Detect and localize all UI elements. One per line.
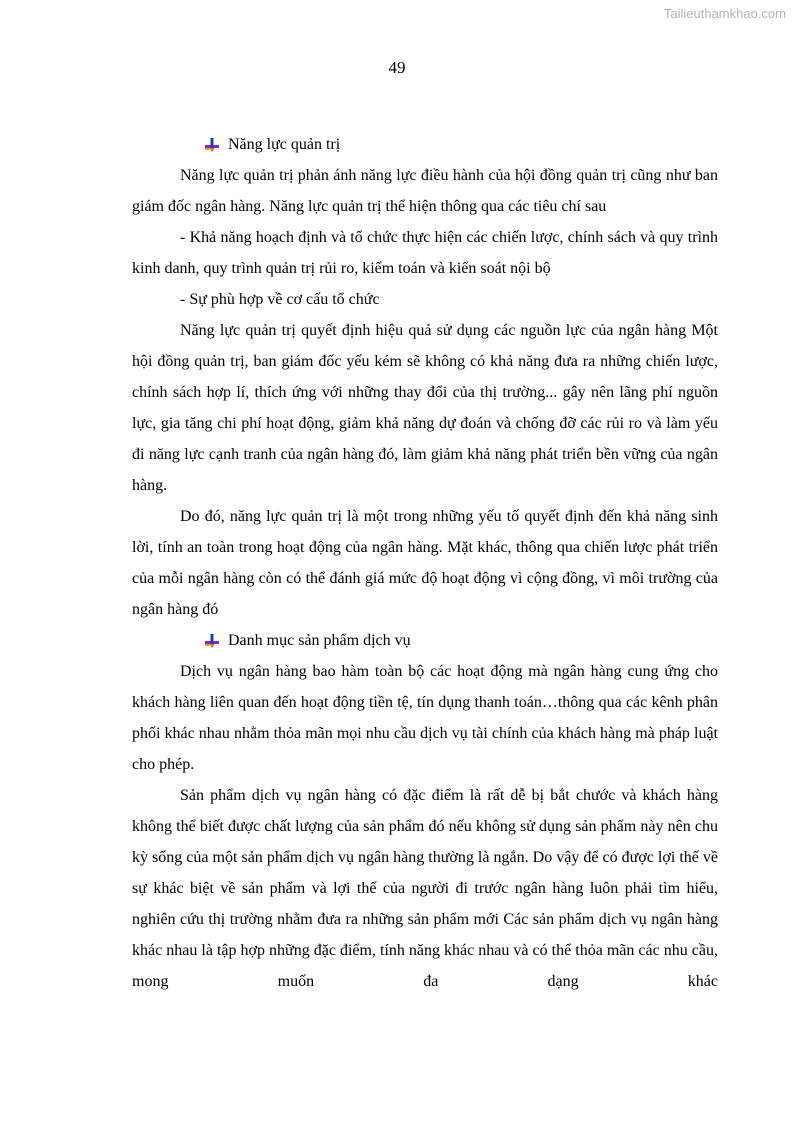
- paragraph: Năng lực quản trị quyết định hiệu quả sử dụng các nguồn lực của ngân hàng Một hội đồng quản trị, ban giám đốc yếu kém sẽ không có khả năng đưa ra những chiến lược, chính sách hợp lí, thích ứng với những thay đổi của thị trường... gây nên lãng phí nguồn lực, gia tăng chi phí hoạt động, giảm khả năng dự đoán và chống đỡ các rủi ro và làm yếu đi năng lực cạnh tranh của ngân hàng đó, làm giảm khả năng phát triển bền vững của ngân hàng.: [132, 322, 718, 494]
- paragraph: Dịch vụ ngân hàng bao hàm toàn bộ các hoạt động mà ngân hàng cung ứng cho khách hàng liên quan đến hoạt động tiền tệ, tín dụng thanh toán…thông qua các kênh phân phối khác nhau nhằm thỏa mãn mọi nhu cầu dịch vụ tài chính của khách hàng mà pháp luật cho phép.: [132, 663, 718, 773]
- section-heading-text: Năng lực quản trị: [228, 136, 341, 153]
- bullet-arrow-icon: [204, 137, 220, 153]
- section-heading-text: Danh mục sản phẩm dịch vụ: [228, 632, 411, 649]
- document-body: [132, 129, 718, 997]
- paragraph: Sản phẩm dịch vụ ngân hàng có đặc điểm là rất dễ bị bắt chước và khách hàng không thể biết được chất lượng của sản phẩm đó nếu không sử dụng sản phẩm này nên chu kỳ sống của một sản phẩm dịch vụ ngân hàng thường là ngắn. Do vậy để có được lợi thế về sự khác biệt về sản phẩm và lợi thế của người đi trước ngân hàng luôn phải tìm hiểu, nghiên cứu thị trường nhằm đưa ra những sản phẩm mới Các sản phẩm dịch vụ ngân hàng khác nhau là tập hợp những đặc điểm, tính năng khác nhau và có thể thỏa mãn các nhu cầu, mong muốn đa dạng khác: [132, 787, 718, 990]
- paragraph: - Sự phù hợp về cơ cấu tổ chức: [180, 291, 380, 308]
- page-number: 49: [388, 58, 406, 77]
- paragraph: Năng lực quản trị phản ánh năng lực điều hành của hội đồng quản trị cũng như ban giám đốc ngân hàng. Năng lực quản trị thể hiện thông qua các tiêu chí sau: [132, 167, 718, 215]
- bullet-arrow-icon: [204, 633, 220, 649]
- paragraph: - Khả năng hoạch định và tổ chức thực hiện các chiến lược, chính sách và quy trình kinh danh, quy trình quản trị rủi ro, kiểm toán và kiển soát nội bộ: [132, 229, 718, 277]
- watermark: Tailieuthamkhao.com: [663, 6, 786, 21]
- paragraph: Do đó, năng lực quản trị là một trong những yếu tố quyết định đến khả năng sinh lời, tính an toàn trong hoạt động của ngân hàng. Mặt khác, thông qua chiến lược phát triển của mỗi ngân hàng còn có thể đánh giá mức độ hoạt động vì cộng đồng, vì môi trường của ngân hàng đó: [132, 508, 718, 618]
- section-heading-products: [132, 625, 718, 656]
- section-heading-governance: [132, 129, 718, 160]
